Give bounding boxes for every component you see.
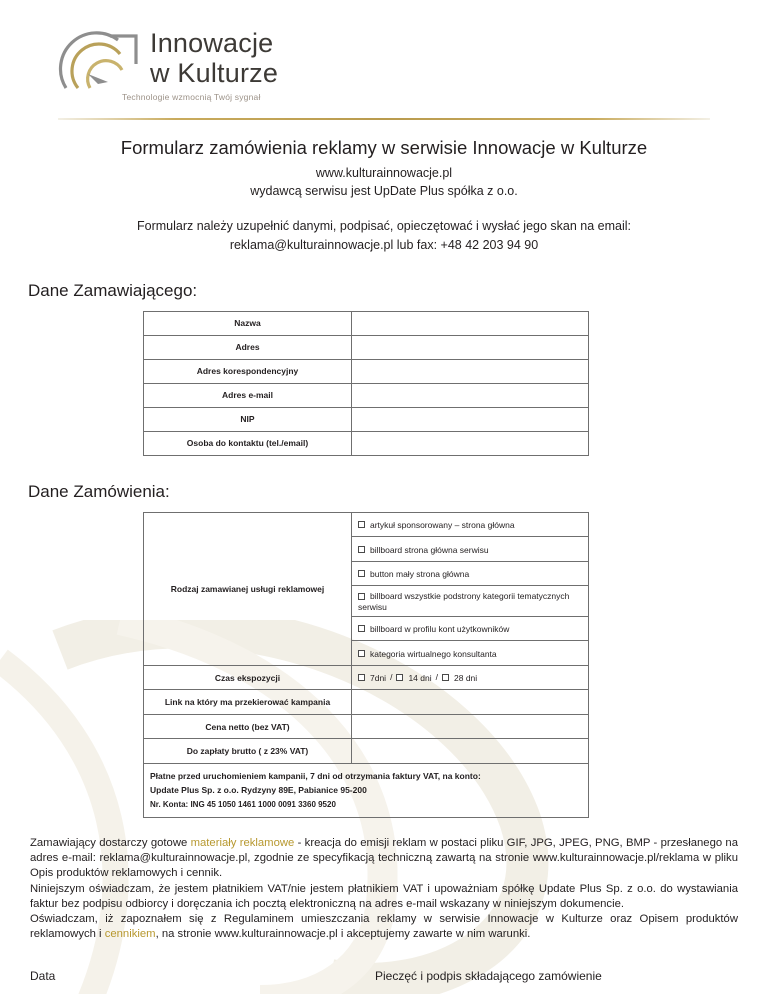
legal-p1-highlight: materiały reklamowe [190,836,295,849]
field-value-adres-korespondencyjny[interactable] [352,359,589,383]
checkbox-option-row[interactable] [352,616,589,641]
table-row [144,763,589,817]
legal-p3-part-b: , na stronie www.kulturainnowacje.pl i akceptujemy zawarte w nim warunki. [155,928,531,941]
submission-instructions [0,217,768,255]
legal-p3-highlight: cennikiem [104,928,156,941]
checkbox-icon[interactable] [358,650,365,657]
table-row [144,335,589,359]
table-row [144,665,589,690]
checkbox-option-row[interactable] [352,641,589,666]
field-label-osoba-kontaktu: Osoba do kontaktu (tel./email) [144,431,352,455]
logo-wordmark [150,28,278,88]
document-subtitle [0,164,768,200]
table-row [144,714,589,739]
field-label-nazwa: Nazwa [144,311,352,335]
field-value-brutto[interactable] [352,739,589,764]
logo-line-1: Innowacje [150,28,274,58]
option-label: billboard wszystkie podstrony kategorii tematycznych serwisu [358,591,570,612]
field-label-link-kampanii: Link na który ma przekierować kampania [144,690,352,715]
option-label: 14 dni [408,672,432,683]
order-data-table [143,512,589,818]
legal-p1-part-a: Zamawiający dostarczy gotowe [30,836,191,849]
table-row [144,383,589,407]
field-label-brutto: Do zapłaty brutto ( z 23% VAT) [144,739,352,764]
field-label-rodzaj-uslugi: Rodzaj zamawianej usługi reklamowej [144,512,352,665]
orderer-data-table [143,311,589,456]
checkbox-option-row[interactable] [352,512,589,537]
table-row [144,431,589,455]
logo-line-2: w Kulturze [150,58,279,89]
logo [58,30,378,108]
field-value-osoba-kontaktu[interactable] [352,431,589,455]
checkbox-option-row[interactable] [352,586,589,617]
payment-note-line-3: Nr. Konta: ING 45 1050 1461 1000 0091 3360 9520 [150,799,336,809]
checkbox-icon[interactable] [358,674,365,681]
payment-note-line-1: Płatne przed uruchomieniem kampanii, 7 dni od otrzymania faktury VAT, na konto: [150,771,481,782]
option-label: billboard w profilu kont użytkowników [370,623,510,634]
field-label-adres: Adres [144,335,352,359]
checkbox-icon[interactable] [358,570,365,577]
field-value-cena-netto[interactable] [352,714,589,739]
table-row [144,407,589,431]
publisher-line: wydawcą serwisu jest UpDate Plus spółka z o.o. [250,184,518,199]
table-row [144,359,589,383]
payment-note [144,763,589,817]
field-label-nip: NIP [144,407,352,431]
table-row [144,739,589,764]
instruction-line-2: reklama@kulturainnowacje.pl lub fax: +48 42 203 94 90 [229,238,539,252]
checkbox-icon[interactable] [358,593,365,600]
field-value-nip[interactable] [352,407,589,431]
option-label: 7dni [370,672,387,683]
legal-paragraph-2: Niniejszym oświadczam, że jestem płatnikiem VAT/nie jestem płatnikiem VAT i upoważniam spółkę Update Plus Sp. z o.o. do wystawiania faktur bez podpisu odbiorcy i doręczania ich pocztą elektroniczną na adres e-mail wskazany w niniejszym dokumencie. [30,882,738,910]
option-label: button mały strona główna [370,568,470,579]
field-label-email: Adres e-mail [144,383,352,407]
checkbox-option-row[interactable] [352,537,589,562]
field-label-adres-korespondencyjny: Adres korespondencyjny [144,359,352,383]
field-label-cena-netto: Cena netto (bez VAT) [144,714,352,739]
header-divider [58,118,710,120]
field-value-link-kampanii[interactable] [352,690,589,715]
website-url: www.kulturainnowacje.pl [315,166,453,180]
option-label: billboard strona główna serwisu [370,544,489,555]
swirl-arc-logo-mark [58,30,143,92]
checkbox-icon[interactable] [358,625,365,632]
signature-row [30,969,738,983]
field-value-nazwa[interactable] [352,311,589,335]
option-label: artykuł sponsorowany – strona główna [370,519,515,530]
field-label-czas-ekspozycji: Czas ekspozycji [144,665,352,690]
payment-note-line-2: Update Plus Sp. z o.o. Rydzyny 89E, Pabianice 95-200 [150,785,367,796]
legal-paragraph-1 [30,836,738,882]
checkbox-icon[interactable] [442,674,449,681]
field-value-email[interactable] [352,383,589,407]
instruction-line-1: Formularz należy uzupełnić danymi, podpisać, opieczętować i wysłać jego skan na email: [137,219,631,234]
legal-p1-part-b: - kreacja do emisji reklam w postaci pliku GIF, JPG, JPEG, PNG, BMP - przesłanego na adres e-mail: reklama@kulturainnowacje.pl, zgodnie ze specyfikacją techniczną zawartą na stronie www.kulturainnowacje.pl/reklama w pliku Opis produktów reklamowych i cennik. [30,836,738,880]
section-title-order: Dane Zamówienia: [28,481,170,501]
legal-p3-part-a: Oświadczam, iż zapoznałem się z Regulaminem umieszczania reklamy w serwisie Innowacje w Kulturze oraz Opisem produktów reklamowych i [30,913,738,941]
legal-text [30,836,738,943]
option-label: kategoria wirtualnego konsultanta [370,648,497,659]
table-row [144,311,589,335]
page-title: Formularz zamówienia reklamy w serwisie Innowacje w Kulturze [120,137,648,158]
table-row [144,512,589,537]
table-row [144,690,589,715]
option-label: 28 dni [454,672,478,683]
checkbox-icon[interactable] [358,546,365,553]
field-value-adres[interactable] [352,335,589,359]
stamp-signature-label: Pieczęć i podpis składającego zamówienie [375,968,602,983]
duration-options[interactable]: 7dni / 14 dni / 28 dni [352,665,589,690]
checkbox-icon[interactable] [396,674,403,681]
checkbox-option-row[interactable] [352,561,589,586]
logo-tagline: Technologie wzmocnią Twój sygnał [122,92,261,102]
checkbox-icon[interactable] [358,521,365,528]
legal-paragraph-3 [30,912,738,943]
date-label: Data [30,968,56,983]
section-title-orderer: Dane Zamawiającego: [28,280,198,300]
